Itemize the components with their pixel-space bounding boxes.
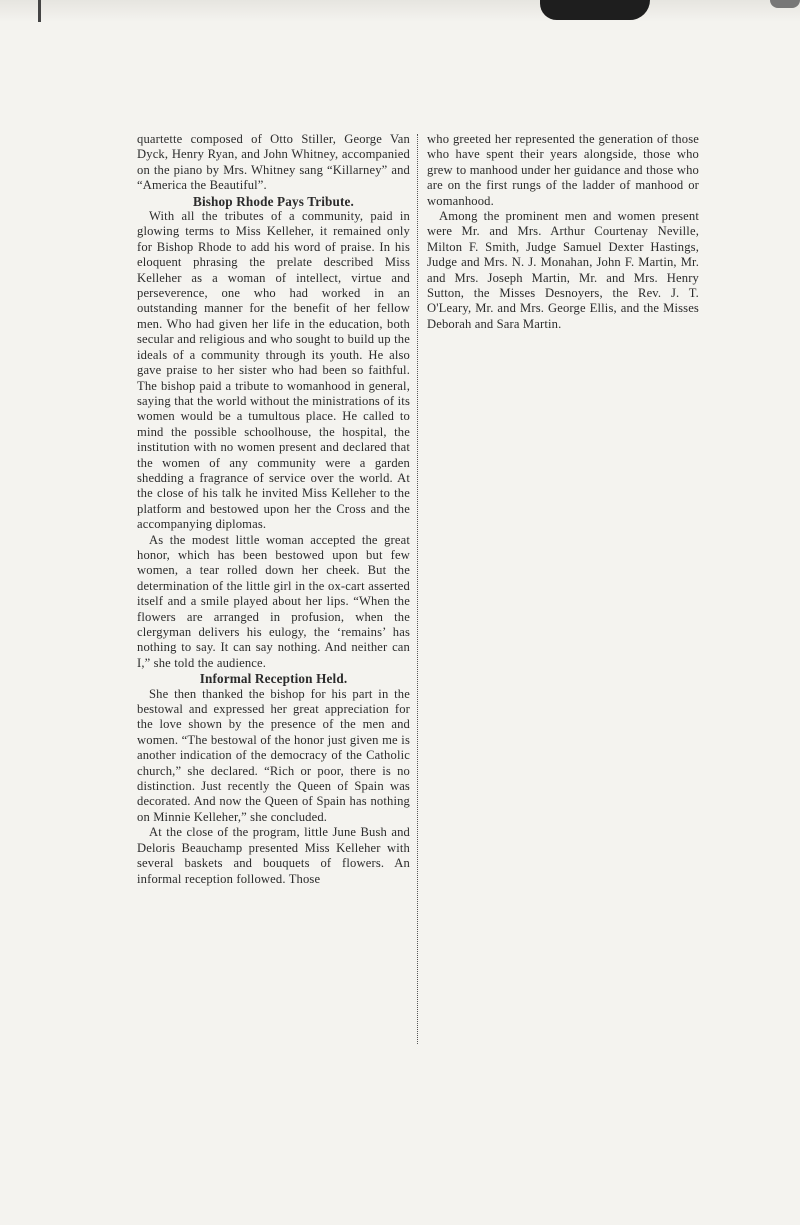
scan-corner-shadow [770,0,800,8]
paragraph-prominent-attendees: Among the prominent men and women present were Mr. and Mrs. Arthur Courtenay Neville, Milton F. Smith, Judge Samuel Dexter Hastings, Judge and Mrs. N. J. Monahan, John F. Martin, Mr. and Mrs. Joseph Martin, Mr. and Mrs. Henry Sutton, the Misses Desnoyers, the Rev. J. T. O'Leary, Mr. and Mrs. George Ellis, and the Misses Deborah and Sara Martin. [427,209,699,331]
article-left-column [137,132,410,887]
scan-ink-blot [540,0,650,20]
paragraph-acceptance: As the modest little woman accepted the great honor, which has been bestowed upon but few women, a tear rolled down her cheek. But the determination of the little girl in the ox-cart asserted itself and a smile played about her lips. “When the flowers are arranged in profusion, when the clergyman delivers his eulogy, the ‘remains’ has nothing to say. It can say nothing. And neither can I,” she told the audience. [137,532,410,670]
paragraph-guests: who greeted her represented the generation of those who have spent their years alongside, those who grew to manhood under her guidance and those who are on the first rungs of the ladder of manhood or womanhood. [427,132,699,208]
article-right-column [427,132,699,332]
page-top-shadow [0,0,800,22]
paragraph-flowers: At the close of the program, little June Bush and Deloris Beauchamp presented Miss Kelleher with several baskets and bouquets of flowers. An informal reception followed. Those [137,825,410,886]
subheading-bishop-tribute: Bishop Rhode Pays Tribute. [193,193,354,209]
subheading-reception: Informal Reception Held. [199,671,348,687]
paragraph-quartette: quartette composed of Otto Stiller, George Van Dyck, Henry Ryan, and John Whitney, accompanied on the piano by Mrs. Whitney sang “Killarney” and “America the Beautiful”. [137,132,410,193]
column-divider [417,134,418,1044]
scan-edge-mark [38,0,41,22]
paragraph-thanks: She then thanked the bishop for his part in the bestowal and expressed her great appreciation for the love shown by the presence of the men and women. “The bestowal of the honor just given me is another indication of the democracy of the Catholic church,” she declared. “Rich or poor, there is no distinction. Just recently the Queen of Spain was decorated. And now the Queen of Spain has nothing on Minnie Kelleher,” she concluded. [137,686,410,824]
paragraph-bishop-praise: With all the tributes of a community, paid in glowing terms to Miss Kelleher, it remained only for Bishop Rhode to add his word of praise. In his eloquent phrasing the prelate described Miss Kelleher as a woman of intellect, virtue and perseverence, one who had worked in an outstanding manner for the benefit of her fellow men. Who had given her life in the education, both secular and religious and who sought to build up the ideals of a community through its youth. He also gave praise to her sister who had been so faithful. The bishop paid a tribute to womanhood in general, saying that the world without the ministrations of its women would be a tumultous place. He called to mind the possible schoolhouse, the hospital, the institution with no women present and declared that the women of any community were a garden shedding a fragrance of service over the world. At the close of his talk he invited Miss Kelleher to the platform and bestowed upon her the Cross and the accompanying diplomas. [137,209,410,532]
